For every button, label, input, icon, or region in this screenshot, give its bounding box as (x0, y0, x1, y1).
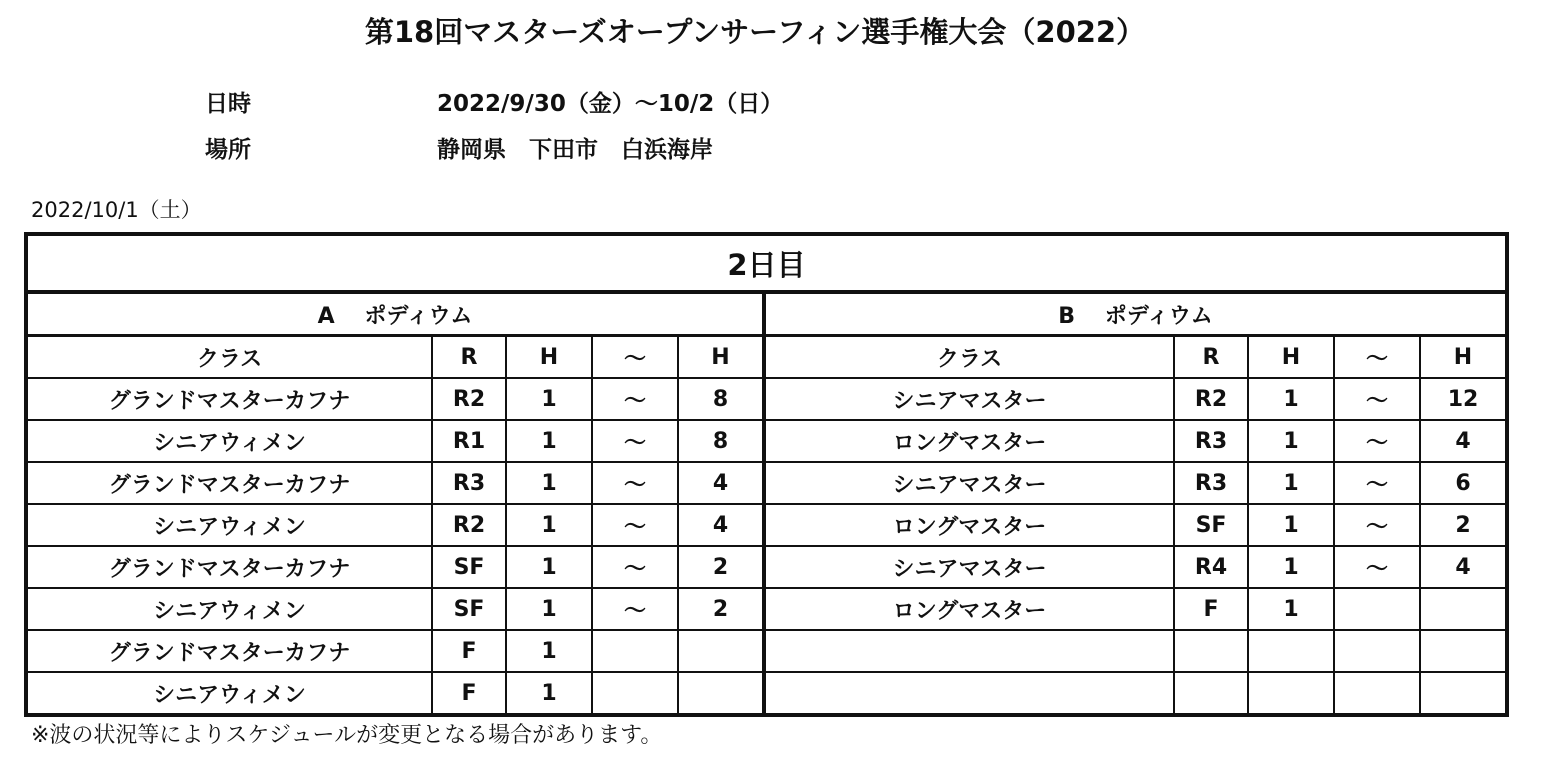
heat-from-cell-a: 1 (506, 630, 592, 672)
round-cell-a: F (432, 630, 506, 672)
round-cell-b: SF (1174, 504, 1248, 546)
range-cell-a: ～ (592, 420, 678, 462)
heat-to-cell-b: 6 (1420, 462, 1507, 504)
round-cell-b (1174, 672, 1248, 715)
heat-from-cell-a: 1 (506, 672, 592, 715)
table-row (26, 462, 1507, 504)
col-header-heat-to-a: H (678, 336, 764, 379)
col-header-heat-from-a: H (506, 336, 592, 379)
class-cell-a: シニアウィメン (26, 420, 432, 462)
table-row (26, 378, 1507, 420)
round-cell-a: R2 (432, 378, 506, 420)
heat-from-cell-b: 1 (1248, 462, 1334, 504)
round-cell-b: R4 (1174, 546, 1248, 588)
round-cell-b: R3 (1174, 462, 1248, 504)
col-header-round-a: R (432, 336, 506, 379)
date-label: 日時 (205, 91, 251, 117)
heat-from-cell-b: 1 (1248, 420, 1334, 462)
range-cell-a: ～ (592, 588, 678, 630)
col-header-round-b: R (1174, 336, 1248, 379)
heat-to-cell-a: 2 (678, 588, 764, 630)
heat-to-cell-b: 12 (1420, 378, 1507, 420)
round-cell-a: F (432, 672, 506, 715)
heat-from-cell-b: 1 (1248, 546, 1334, 588)
range-cell-b: ～ (1334, 504, 1420, 546)
heat-from-cell-b: 1 (1248, 588, 1334, 630)
heat-from-cell-b (1248, 672, 1334, 715)
round-cell-b: R3 (1174, 420, 1248, 462)
heat-from-cell-a: 1 (506, 378, 592, 420)
round-cell-a: SF (432, 546, 506, 588)
class-cell-a: グランドマスターカフナ (26, 630, 432, 672)
class-cell-b: ロングマスター (764, 504, 1174, 546)
range-cell-b: ～ (1334, 378, 1420, 420)
podium-a-heading: A ポディウム (26, 292, 764, 336)
heat-from-cell-b: 1 (1248, 504, 1334, 546)
schedule-date: 2022/10/1（土） (31, 198, 202, 222)
heat-to-cell-b: 4 (1420, 546, 1507, 588)
table-row (26, 504, 1507, 546)
heat-to-cell-a: 4 (678, 462, 764, 504)
col-header-class-a: クラス (26, 336, 432, 379)
round-cell-a: R3 (432, 462, 506, 504)
place-value: 静岡県 下田市 白浜海岸 (437, 137, 713, 163)
class-cell-a: シニアウィメン (26, 504, 432, 546)
class-cell-b: シニアマスター (764, 462, 1174, 504)
class-cell-a: グランドマスターカフナ (26, 546, 432, 588)
range-cell-a: ～ (592, 462, 678, 504)
day-heading: 2日目 (26, 234, 1507, 292)
class-cell-b (764, 630, 1174, 672)
round-cell-b: R2 (1174, 378, 1248, 420)
heat-from-cell-b: 1 (1248, 378, 1334, 420)
heat-to-cell-a: 4 (678, 504, 764, 546)
table-row (26, 420, 1507, 462)
table-row (26, 672, 1507, 715)
heat-from-cell-a: 1 (506, 420, 592, 462)
heat-to-cell-b (1420, 672, 1507, 715)
round-cell-a: R2 (432, 504, 506, 546)
round-cell-a: SF (432, 588, 506, 630)
range-cell-b: ～ (1334, 462, 1420, 504)
heat-to-cell-b: 2 (1420, 504, 1507, 546)
class-cell-b: シニアマスター (764, 378, 1174, 420)
class-cell-a: シニアウィメン (26, 672, 432, 715)
class-cell-b (764, 672, 1174, 715)
range-cell-a (592, 672, 678, 715)
place-label: 場所 (205, 137, 251, 163)
page-title: 第18回マスターズオープンサーフィン選手権大会（2022） (364, 15, 1146, 49)
class-cell-a: グランドマスターカフナ (26, 378, 432, 420)
heat-to-cell-a (678, 630, 764, 672)
heat-to-cell-a: 8 (678, 420, 764, 462)
podium-b-heading: B ポディウム (764, 292, 1507, 336)
heat-from-cell-a: 1 (506, 588, 592, 630)
range-cell-b (1334, 672, 1420, 715)
range-cell-b (1334, 588, 1420, 630)
col-header-range-b: ～ (1334, 336, 1420, 379)
col-header-range-a: ～ (592, 336, 678, 379)
heat-to-cell-b: 4 (1420, 420, 1507, 462)
heat-to-cell-a: 2 (678, 546, 764, 588)
class-cell-a: シニアウィメン (26, 588, 432, 630)
col-header-class-b: クラス (764, 336, 1174, 379)
heat-from-cell-a: 1 (506, 462, 592, 504)
table-row (26, 630, 1507, 672)
schedule-table (24, 232, 1509, 717)
range-cell-a: ～ (592, 504, 678, 546)
heat-to-cell-b (1420, 630, 1507, 672)
heat-to-cell-a: 8 (678, 378, 764, 420)
heat-from-cell-b (1248, 630, 1334, 672)
heat-from-cell-a: 1 (506, 504, 592, 546)
range-cell-a: ～ (592, 378, 678, 420)
round-cell-b (1174, 630, 1248, 672)
table-row (26, 588, 1507, 630)
class-cell-a: グランドマスターカフナ (26, 462, 432, 504)
table-row (26, 546, 1507, 588)
class-cell-b: ロングマスター (764, 420, 1174, 462)
class-cell-b: シニアマスター (764, 546, 1174, 588)
date-value: 2022/9/30（金）～10/2（日） (437, 91, 784, 117)
footnote: ※波の状況等によりスケジュールが変更となる場合があります。 (31, 723, 663, 748)
range-cell-b: ～ (1334, 420, 1420, 462)
round-cell-b: F (1174, 588, 1248, 630)
range-cell-b: ～ (1334, 546, 1420, 588)
col-header-heat-to-b: H (1420, 336, 1507, 379)
range-cell-a: ～ (592, 546, 678, 588)
range-cell-a (592, 630, 678, 672)
heat-from-cell-a: 1 (506, 546, 592, 588)
heat-to-cell-b (1420, 588, 1507, 630)
round-cell-a: R1 (432, 420, 506, 462)
class-cell-b: ロングマスター (764, 588, 1174, 630)
range-cell-b (1334, 630, 1420, 672)
col-header-heat-from-b: H (1248, 336, 1334, 379)
heat-to-cell-a (678, 672, 764, 715)
